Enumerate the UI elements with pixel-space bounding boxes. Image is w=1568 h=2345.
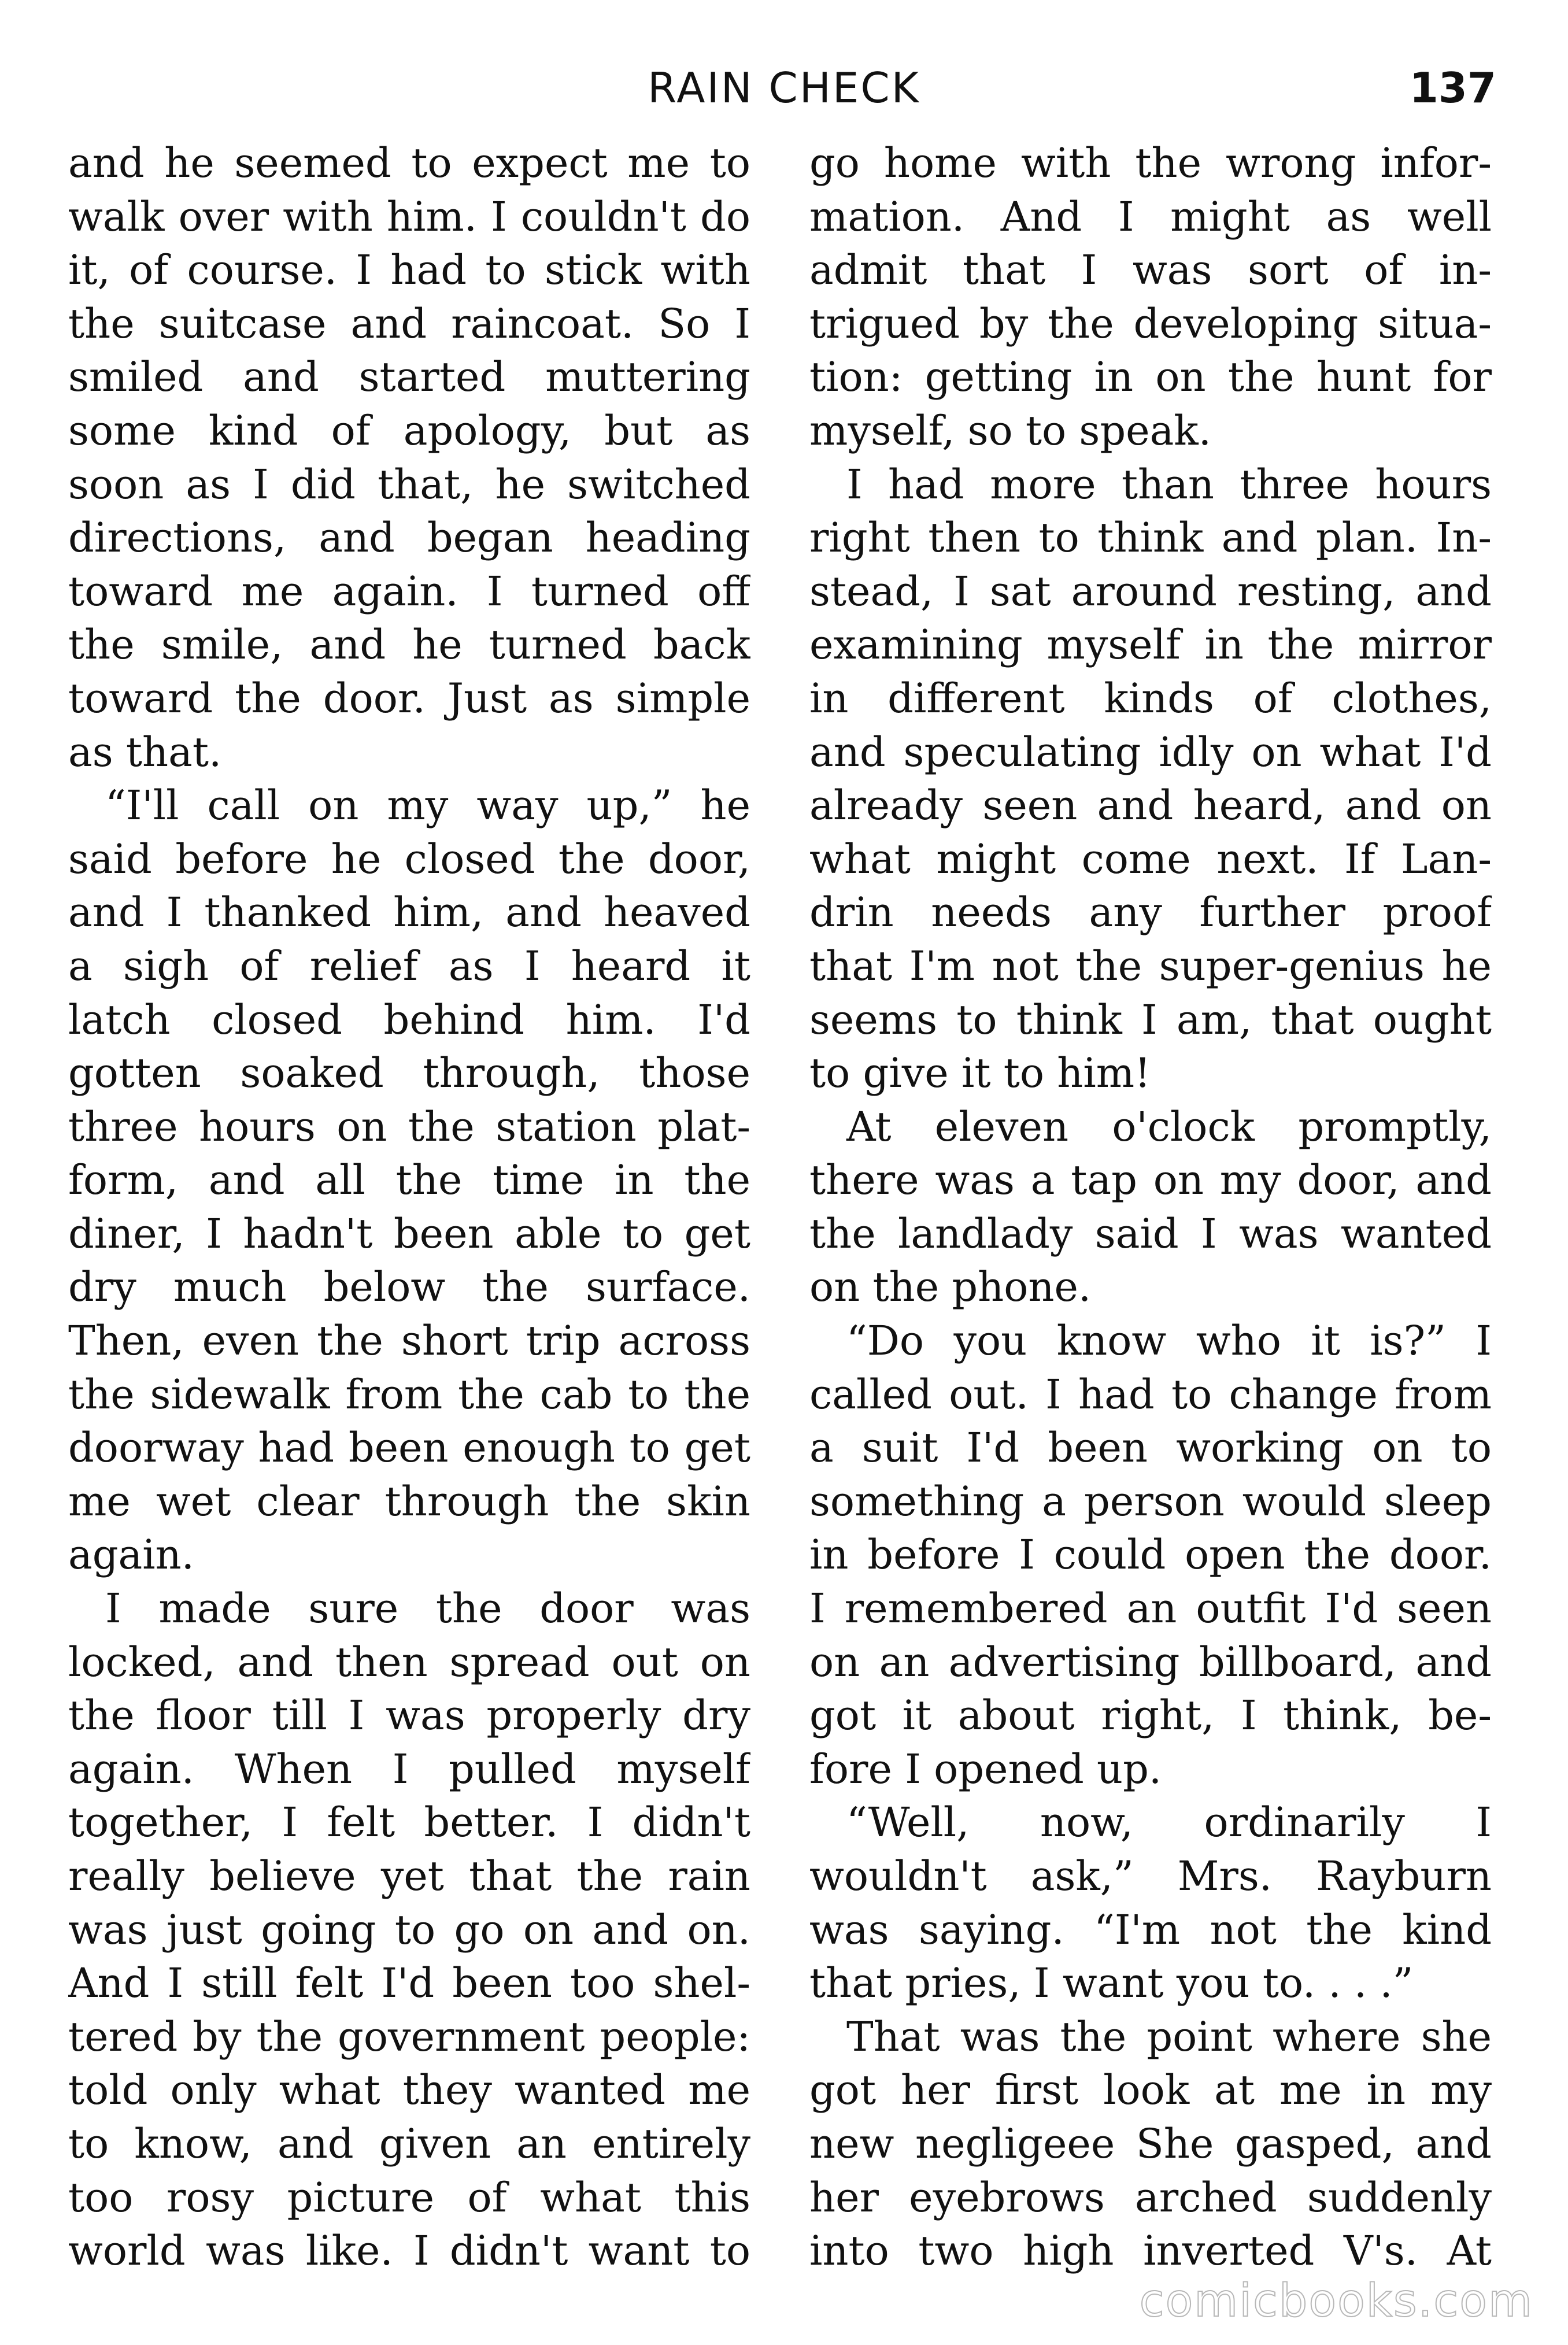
text-line: together, I felt better. I didn't: [68, 1799, 750, 1847]
left-column: [68, 136, 750, 2276]
text-line: toward me again. I turned off: [68, 567, 750, 615]
text-line: I had more than three hours: [846, 460, 1492, 508]
text-line: got her first look at me in my: [809, 2066, 1492, 2114]
text-line: the landlady said I was wanted: [809, 1210, 1492, 1257]
text-line: the floor till I was properly dry: [68, 1692, 750, 1740]
text-line: tered by the government people:: [68, 2013, 750, 2061]
text-line: tion: getting in on the hunt for: [809, 353, 1492, 401]
text-line: diner, I hadn't been able to get: [68, 1210, 750, 1257]
text-line: a suit I'd been working on to: [809, 1424, 1492, 1472]
text-line: and he seemed to expect me to: [68, 139, 750, 187]
text-line: walk over with him. I couldn't do: [68, 193, 750, 241]
text-line: right then to think and plan. In-: [809, 514, 1492, 562]
text-line: it, of course. I had to stick with: [68, 246, 750, 294]
text-line: “Do you know who it is?” I: [846, 1317, 1492, 1365]
text-line: the suitcase and raincoat. So I: [68, 299, 750, 347]
text-line: directions, and began heading: [68, 514, 750, 562]
text-line: That was the point where she: [846, 2013, 1492, 2061]
text-line: there was a tap on my door, and: [809, 1156, 1492, 1204]
text-line: in different kinds of clothes,: [809, 674, 1492, 722]
text-line: something a person would sleep: [809, 1477, 1492, 1525]
text-line: on the phone.: [809, 1263, 1092, 1311]
text-line: her eyebrows arched suddenly: [809, 2173, 1492, 2221]
text-line: go home with the wrong infor-: [809, 139, 1492, 187]
text-line: wouldn't ask,” Mrs. Rayburn: [809, 1852, 1492, 1900]
text-line: that pries, I want you to. . . .”: [809, 1959, 1414, 2007]
text-line: At eleven o'clock promptly,: [846, 1103, 1492, 1151]
text-line: And I still felt I'd been too shel-: [68, 1959, 750, 2007]
text-line: me wet clear through the skin: [68, 1477, 750, 1525]
text-line: again.: [68, 1531, 194, 1579]
text-line: told only what they wanted me: [68, 2066, 750, 2114]
text-line: the smile, and he turned back: [68, 621, 750, 669]
text-line: smiled and started muttering: [68, 353, 750, 401]
text-line: to know, and given an entirely: [68, 2120, 750, 2168]
page-number: 137: [1409, 64, 1496, 112]
text-line: Then, even the short trip across: [68, 1317, 750, 1365]
text-line: dry much below the surface.: [68, 1263, 750, 1311]
text-line: three hours on the station plat-: [68, 1103, 750, 1151]
right-column: [809, 136, 1492, 2276]
text-line: gotten soaked through, those: [68, 1049, 750, 1097]
text-line: got it about right, I think, be-: [809, 1692, 1492, 1740]
text-line: admit that I was sort of in-: [809, 246, 1492, 294]
text-line: and I thanked him, and heaved: [68, 889, 750, 937]
text-line: on an advertising billboard, and: [809, 1638, 1492, 1686]
page-title: RAIN CHECK: [648, 64, 920, 112]
text-line: into two high inverted V's. At: [809, 2227, 1492, 2275]
text-line: seems to think I am, that ought: [809, 996, 1492, 1044]
text-line: doorway had been enough to get: [68, 1424, 750, 1472]
text-line: that I'm not the super-genius he: [809, 942, 1492, 990]
text-line: locked, and then spread out on: [68, 1638, 750, 1686]
text-line: some kind of apology, but as: [68, 406, 750, 454]
text-line: a sigh of relief as I heard it: [68, 942, 750, 990]
text-line: was just going to go on and on.: [68, 1906, 750, 1954]
running-header: [0, 64, 1568, 121]
text-line: the sidewalk from the cab to the: [68, 1370, 750, 1418]
text-line: too rosy picture of what this: [68, 2173, 750, 2221]
text-line: already seen and heard, and on: [809, 782, 1492, 830]
text-line: “I'll call on my way up,” he: [105, 782, 750, 830]
text-line: I made sure the door was: [105, 1585, 750, 1633]
text-line: trigued by the developing situa-: [809, 299, 1492, 347]
text-line: soon as I did that, he switched: [68, 460, 750, 508]
text-line: said before he closed the door,: [68, 835, 750, 883]
watermark: comicbooks.com: [1139, 2275, 1533, 2327]
text-line: form, and all the time in the: [68, 1156, 750, 1204]
text-line: “Well, now, ordinarily I: [846, 1799, 1492, 1847]
text-line: fore I opened up.: [809, 1745, 1162, 1793]
text-line: new negligeee She gasped, and: [809, 2120, 1492, 2168]
text-line: was saying. “I'm not the kind: [809, 1906, 1492, 1954]
text-line: toward the door. Just as simple: [68, 674, 750, 722]
text-line: called out. I had to change from: [809, 1370, 1492, 1418]
text-line: what might come next. If Lan-: [809, 835, 1492, 883]
text-line: and speculating idly on what I'd: [809, 728, 1492, 776]
text-line: world was like. I didn't want to: [68, 2227, 750, 2275]
text-line: myself, so to speak.: [809, 406, 1211, 454]
text-line: examining myself in the mirror: [809, 621, 1492, 669]
text-line: stead, I sat around resting, and: [809, 567, 1492, 615]
text-line: mation. And I might as well: [809, 193, 1492, 241]
text-line: I remembered an outfit I'd seen: [809, 1585, 1492, 1633]
text-line: again. When I pulled myself: [68, 1745, 750, 1793]
text-line: really believe yet that the rain: [68, 1852, 750, 1900]
text-line: latch closed behind him. I'd: [68, 996, 750, 1044]
text-line: to give it to him!: [809, 1049, 1151, 1097]
text-line: as that.: [68, 728, 222, 776]
text-line: drin needs any further proof: [809, 889, 1492, 937]
text-line: in before I could open the door.: [809, 1531, 1492, 1579]
